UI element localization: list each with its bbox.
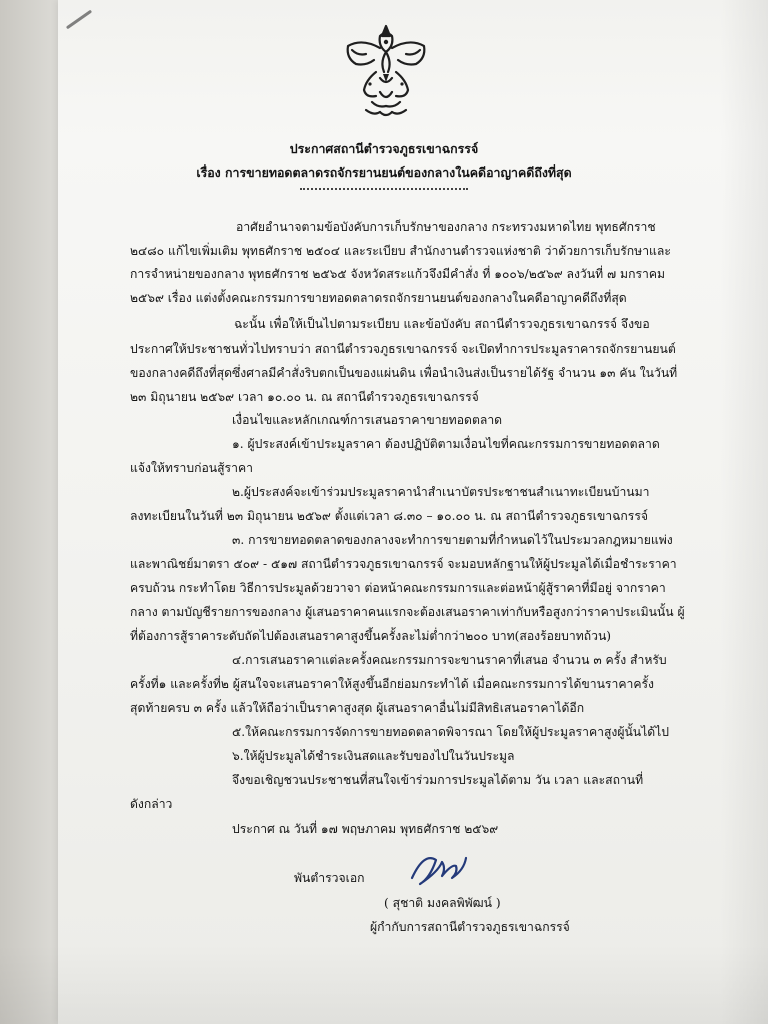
- announcement-date: ประกาศ ณ วันที่ ๑๗ พฤษภาคม พุทธศักราช ๒๕๖๙: [232, 822, 499, 836]
- condition-item: ลงทะเบียนในวันที่ ๒๓ มิถุนายน ๒๕๖๙ ตั้งแต่เวลา ๘.๓๐ – ๑๐.๐๐ น. ณ สถานีตำรวจภูธรเขาฉกรรจ์: [130, 509, 649, 523]
- signer-position: ผู้กำกับการสถานีตำรวจภูธรเขาฉกรรจ์: [370, 920, 570, 934]
- body-line: ของกลางคดีถึงที่สุดซึ่งศาลมีคำสั่งริบตกเป็นของแผ่นดิน เพื่อนำเงินส่งเป็นรายได้รัฐ จำนวน ๑๓ คัน ในวันที่: [130, 366, 678, 380]
- conditions-heading: เงื่อนไขและหลักเกณฑ์การเสนอราคาขายทอดตลาด: [232, 413, 503, 427]
- document-subject: เรื่อง การขายทอดตลาดรถจักรยานยนต์ของกลางในคดีอาญาคดีถึงที่สุด: [196, 165, 572, 180]
- signature-rank: พันตำรวจเอก: [294, 871, 365, 885]
- title-dotted-divider: [300, 188, 468, 190]
- signer-name: ( สุชาติ มงคลพิพัฒน์ ): [384, 896, 501, 910]
- condition-item: กลาง ตามบัญชีรายการของกลาง ผู้เสนอราคาคนแรกจะต้องเสนอราคาเท่ากับหรือสูงกว่าราคาประเมินนั้น ผู้: [130, 605, 685, 619]
- condition-item: ๔.การเสนอราคาแต่ละครั้งคณะกรรมการจะขานราคาที่เสนอ จำนวน ๓ ครั้ง สำหรับ: [232, 653, 667, 667]
- condition-item: สุดท้ายครบ ๓ ครั้ง แล้วให้ถือว่าเป็นราคาสูงสุด ผู้เสนอราคาอื่นไม่มีสิทธิเสนอราคาได้อีก: [130, 701, 585, 715]
- condition-item: ๑. ผู้ประสงค์เข้าประมูลราคา ต้องปฏิบัติตามเงื่อนไขที่คณะกรรมการขายทอดตลาด: [232, 437, 660, 451]
- signature-image: [402, 842, 474, 890]
- condition-item: ๕.ให้คณะกรรมการจัดการขายทอดตลาดพิจารณา โดยให้ผู้ประมูลราคาสูงผู้นั้นได้ไป: [232, 725, 670, 739]
- closing-line: จึงขอเชิญชวนประชาชนที่สนใจเข้าร่วมการประมูลได้ตาม วัน เวลา และสถานที่: [232, 773, 644, 787]
- condition-item: ครั้งที่๑ และครั้งที่๒ ผู้สนใจจะเสนอราคาให้สูงขึ้นอีกย่อมกระทำได้ เมื่อคณะกรรมการได้ขานราคาครั้ง: [130, 677, 654, 691]
- body-line: ฉะนั้น เพื่อให้เป็นไปตามระเบียบ และข้อบังคับ สถานีตำรวจภูธรเขาฉกรรจ์ จึงขอ: [234, 317, 650, 331]
- garuda-emblem-icon: [336, 20, 436, 122]
- condition-item: ๒.ผู้ประสงค์จะเข้าร่วมประมูลราคานำสำเนาบัตรประชาชนสำเนาทะเบียนบ้านมา: [232, 485, 650, 499]
- body-line: ๒๓ มิถุนายน ๒๕๖๙ เวลา ๑๐.๐๐ น. ณ สถานีตำรวจภูธรเขาฉกรรจ์: [130, 390, 479, 404]
- closing-line: ดังกล่าว: [130, 797, 173, 811]
- condition-item: ๓. การขายทอดตลาดของกลางจะทำการขายตามที่กำหนดไว้ในประมวลกฎหมายแพ่ง: [232, 533, 673, 547]
- condition-item: ๖.ให้ผู้ประมูลได้ชำระเงินสดและรับของไปในวันประมูล: [232, 749, 515, 763]
- body-line: ๒๔๘๐ แก้ไขเพิ่มเติม พุทธศักราช ๒๕๐๔ และระเบียบ สำนักงานตำรวจแห่งชาติ ว่าด้วยการเก็บรักษาและ: [130, 244, 671, 258]
- body-line: อาศัยอำนาจตามข้อบังคับการเก็บรักษาของกลาง กระทรวงมหาดไทย พุทธศักราช: [236, 220, 656, 234]
- body-line: ๒๕๖๙ เรื่อง แต่งตั้งคณะกรรมการขายทอดตลาดรถจักรยานยนต์ของกลางในคดีอาญาคดีถึงที่สุด: [130, 291, 627, 305]
- condition-item: ที่ต้องการสู้ราคาระดับถัดไปต้องเสนอราคาสูงขึ้นครั้งละไม่ต่ำกว่า๒๐๐ บาท(สองร้อยบาทถ้วน): [130, 629, 612, 643]
- condition-item: ครบถ้วน กระทำโดย วิธีการประมูลด้วยวาจา ต่อหน้าคณะกรรมการและต่อหน้าผู้สู้ราคาที่มีอยู่ จากราคา: [130, 581, 666, 595]
- body-line: ประกาศให้ประชาชนทั่วไปทราบว่า สถานีตำรวจภูธรเขาฉกรรจ์ จะเปิดทำการประมูลราคารถจักรยานยนต์: [130, 342, 676, 356]
- condition-item: แจ้งให้ทราบก่อนสู้ราคา: [130, 461, 253, 475]
- body-line: การจำหน่ายของกลาง พุทธศักราช ๒๕๖๕ จังหวัดสระแก้วจึงมีคำสั่ง ที่ ๑๐๐๖/๒๕๖๙ ลงวันที่ ๗ มกราคม: [130, 267, 666, 281]
- document-title: ประกาศสถานีตำรวจภูธรเขาฉกรรจ์: [289, 141, 479, 156]
- condition-item: และพาณิชย์มาตรา ๕๐๙ - ๕๑๗ สถานีตำรวจภูธรเขาฉกรรจ์ จะมอบหลักฐานให้ผู้ประมูลได้เมื่อชำระราคา: [130, 557, 677, 571]
